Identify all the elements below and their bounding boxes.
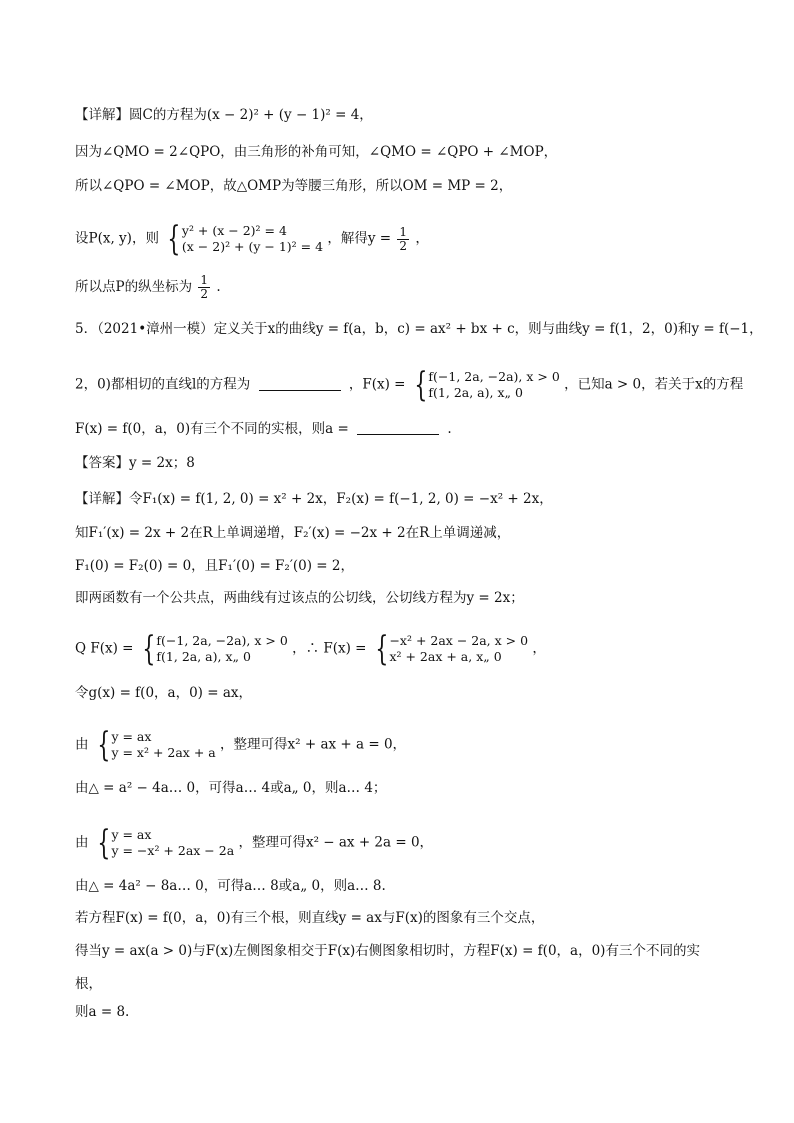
line-system-solve bbox=[75, 219, 429, 259]
answer-line: 【答案】y = 2x；8 bbox=[75, 455, 195, 471]
system-row: (x − 2)² + (y − 1)² = 4 bbox=[181, 239, 324, 254]
equation-system bbox=[93, 725, 216, 765]
text: 由 bbox=[75, 834, 89, 851]
fraction bbox=[397, 226, 409, 253]
text: ，解得y = bbox=[327, 230, 392, 247]
piece-row: −x² + 2ax − 2a, x > 0 bbox=[389, 633, 529, 648]
numerator: 1 bbox=[200, 273, 209, 287]
brace-icon: { bbox=[97, 725, 111, 765]
brace-icon: { bbox=[414, 365, 428, 405]
piece-row: f(−1, 2a, −2a), x > 0 bbox=[428, 369, 560, 384]
system-row: y² + (x − 2)² = 4 bbox=[181, 223, 287, 238]
text: ，∴ F(x) = bbox=[292, 640, 367, 657]
text: Q F(x) = bbox=[75, 640, 134, 657]
system-row: y = x² + 2ax + a bbox=[111, 745, 216, 760]
line-isosceles: 所以∠QPO = ∠MOP，故△OMP为等腰三角形，所以OM = MP = 2， bbox=[75, 178, 513, 194]
piece-row: f(−1, 2a, −2a), x > 0 bbox=[156, 633, 288, 648]
text: ， bbox=[415, 230, 429, 247]
piece-row: f(1, 2a, a), x„ 0 bbox=[156, 649, 251, 664]
piecewise-function bbox=[410, 365, 560, 405]
brace-icon: { bbox=[167, 219, 181, 259]
detail-line-system-2 bbox=[75, 823, 434, 863]
text: 2，0)都相切的直线l的方程为 bbox=[75, 376, 251, 393]
text: . bbox=[216, 279, 221, 295]
system-row: y = −x² + 2ax − 2a bbox=[111, 843, 235, 858]
question-5-line-1: 5．（2021•漳州一模）定义关于x的曲线y = f(a，b，c) = ax² + bx + c，则与曲线y = f(1，2，0)和y = f(−1， bbox=[75, 321, 763, 337]
detail-line-piecewise bbox=[75, 629, 546, 669]
detail-line-tangent: 得当y = ax(a > 0)与F(x)左侧图象相交于F(x)右侧图象相切时，方程F(x) = f(0，a，0)有三个不同的实 bbox=[75, 943, 700, 959]
text: 设P(x, y)，则 bbox=[75, 230, 159, 247]
brace-icon: { bbox=[375, 629, 389, 669]
line-angle-relation: 因为∠QMO = 2∠QPO，由三角形的补角可知，∠QMO = ∠QPO + ∠MOP， bbox=[75, 144, 558, 160]
detail-line-conclusion: 则a = 8. bbox=[75, 1004, 130, 1020]
question-5-line-3 bbox=[75, 420, 452, 438]
detail-line-discriminant-1: 由△ = a² − 4a… 0，可得a… 4或a„ 0，则a… 4； bbox=[75, 780, 387, 796]
text: . bbox=[447, 421, 452, 437]
piece-row: f(1, 2a, a), x„ 0 bbox=[428, 385, 523, 400]
equation-system bbox=[163, 219, 324, 259]
piecewise-function-expanded bbox=[371, 629, 529, 669]
text: ，整理可得x² − ax + 2a = 0， bbox=[238, 834, 434, 851]
text: ，整理可得x² + ax + a = 0， bbox=[220, 736, 407, 753]
numerator: 1 bbox=[399, 224, 408, 239]
denominator: 2 bbox=[200, 287, 209, 301]
detail-line-root: 根， bbox=[75, 976, 102, 992]
equation-system bbox=[93, 823, 235, 863]
line-p-ordinate bbox=[75, 274, 221, 301]
text: ，F(x) = bbox=[348, 376, 406, 393]
text: 所以点P的纵坐标为 bbox=[75, 279, 193, 295]
answer-blank bbox=[259, 378, 341, 391]
detail-line-three-roots: 若方程F(x) = f(0，a，0)有三个根，则直线y = ax与F(x)的图象有三个交点， bbox=[75, 910, 545, 926]
piecewise-function bbox=[138, 629, 288, 669]
text: ，已知a > 0，若关于x的方程 bbox=[564, 376, 744, 393]
system-row: y = ax bbox=[111, 827, 152, 842]
detail-line-2: 知F₁′(x) = 2x + 2在R上单调递增，F₂′(x) = −2x + 2在R上单调递减， bbox=[75, 525, 511, 541]
brace-icon: { bbox=[142, 629, 156, 669]
denominator: 2 bbox=[399, 238, 408, 253]
line-circle-equation: 【详解】圆C的方程为(x − 2)² + (y − 1)² = 4， bbox=[75, 107, 373, 123]
detail-line-1: 【详解】令F₁(x) = f(1, 2, 0) = x² + 2x，F₂(x) = f(−1, 2, 0) = −x² + 2x， bbox=[75, 491, 553, 507]
brace-icon: { bbox=[97, 823, 111, 863]
piece-row: x² + 2ax + a, x„ 0 bbox=[389, 649, 502, 664]
detail-line-g: 令g(x) = f(0，a，0) = ax， bbox=[75, 685, 252, 701]
detail-line-4: 即两函数有一个公共点，两曲线有过该点的公切线，公切线方程为y = 2x； bbox=[75, 590, 524, 606]
fraction bbox=[198, 274, 210, 301]
system-row: y = ax bbox=[111, 729, 152, 744]
detail-line-3: F₁(0) = F₂(0) = 0，且F₁′(0) = F₂′(0) = 2， bbox=[75, 558, 354, 574]
text: ， bbox=[532, 640, 546, 657]
detail-line-system-1 bbox=[75, 725, 407, 765]
text: F(x) = f(0，a，0)有三个不同的实根，则a = bbox=[75, 421, 349, 437]
detail-line-discriminant-2: 由△ = 4a² − 8a… 0，可得a… 8或a„ 0，则a… 8. bbox=[75, 878, 386, 894]
text: 由 bbox=[75, 736, 89, 753]
answer-blank bbox=[357, 422, 439, 435]
question-5-line-2 bbox=[75, 365, 744, 405]
